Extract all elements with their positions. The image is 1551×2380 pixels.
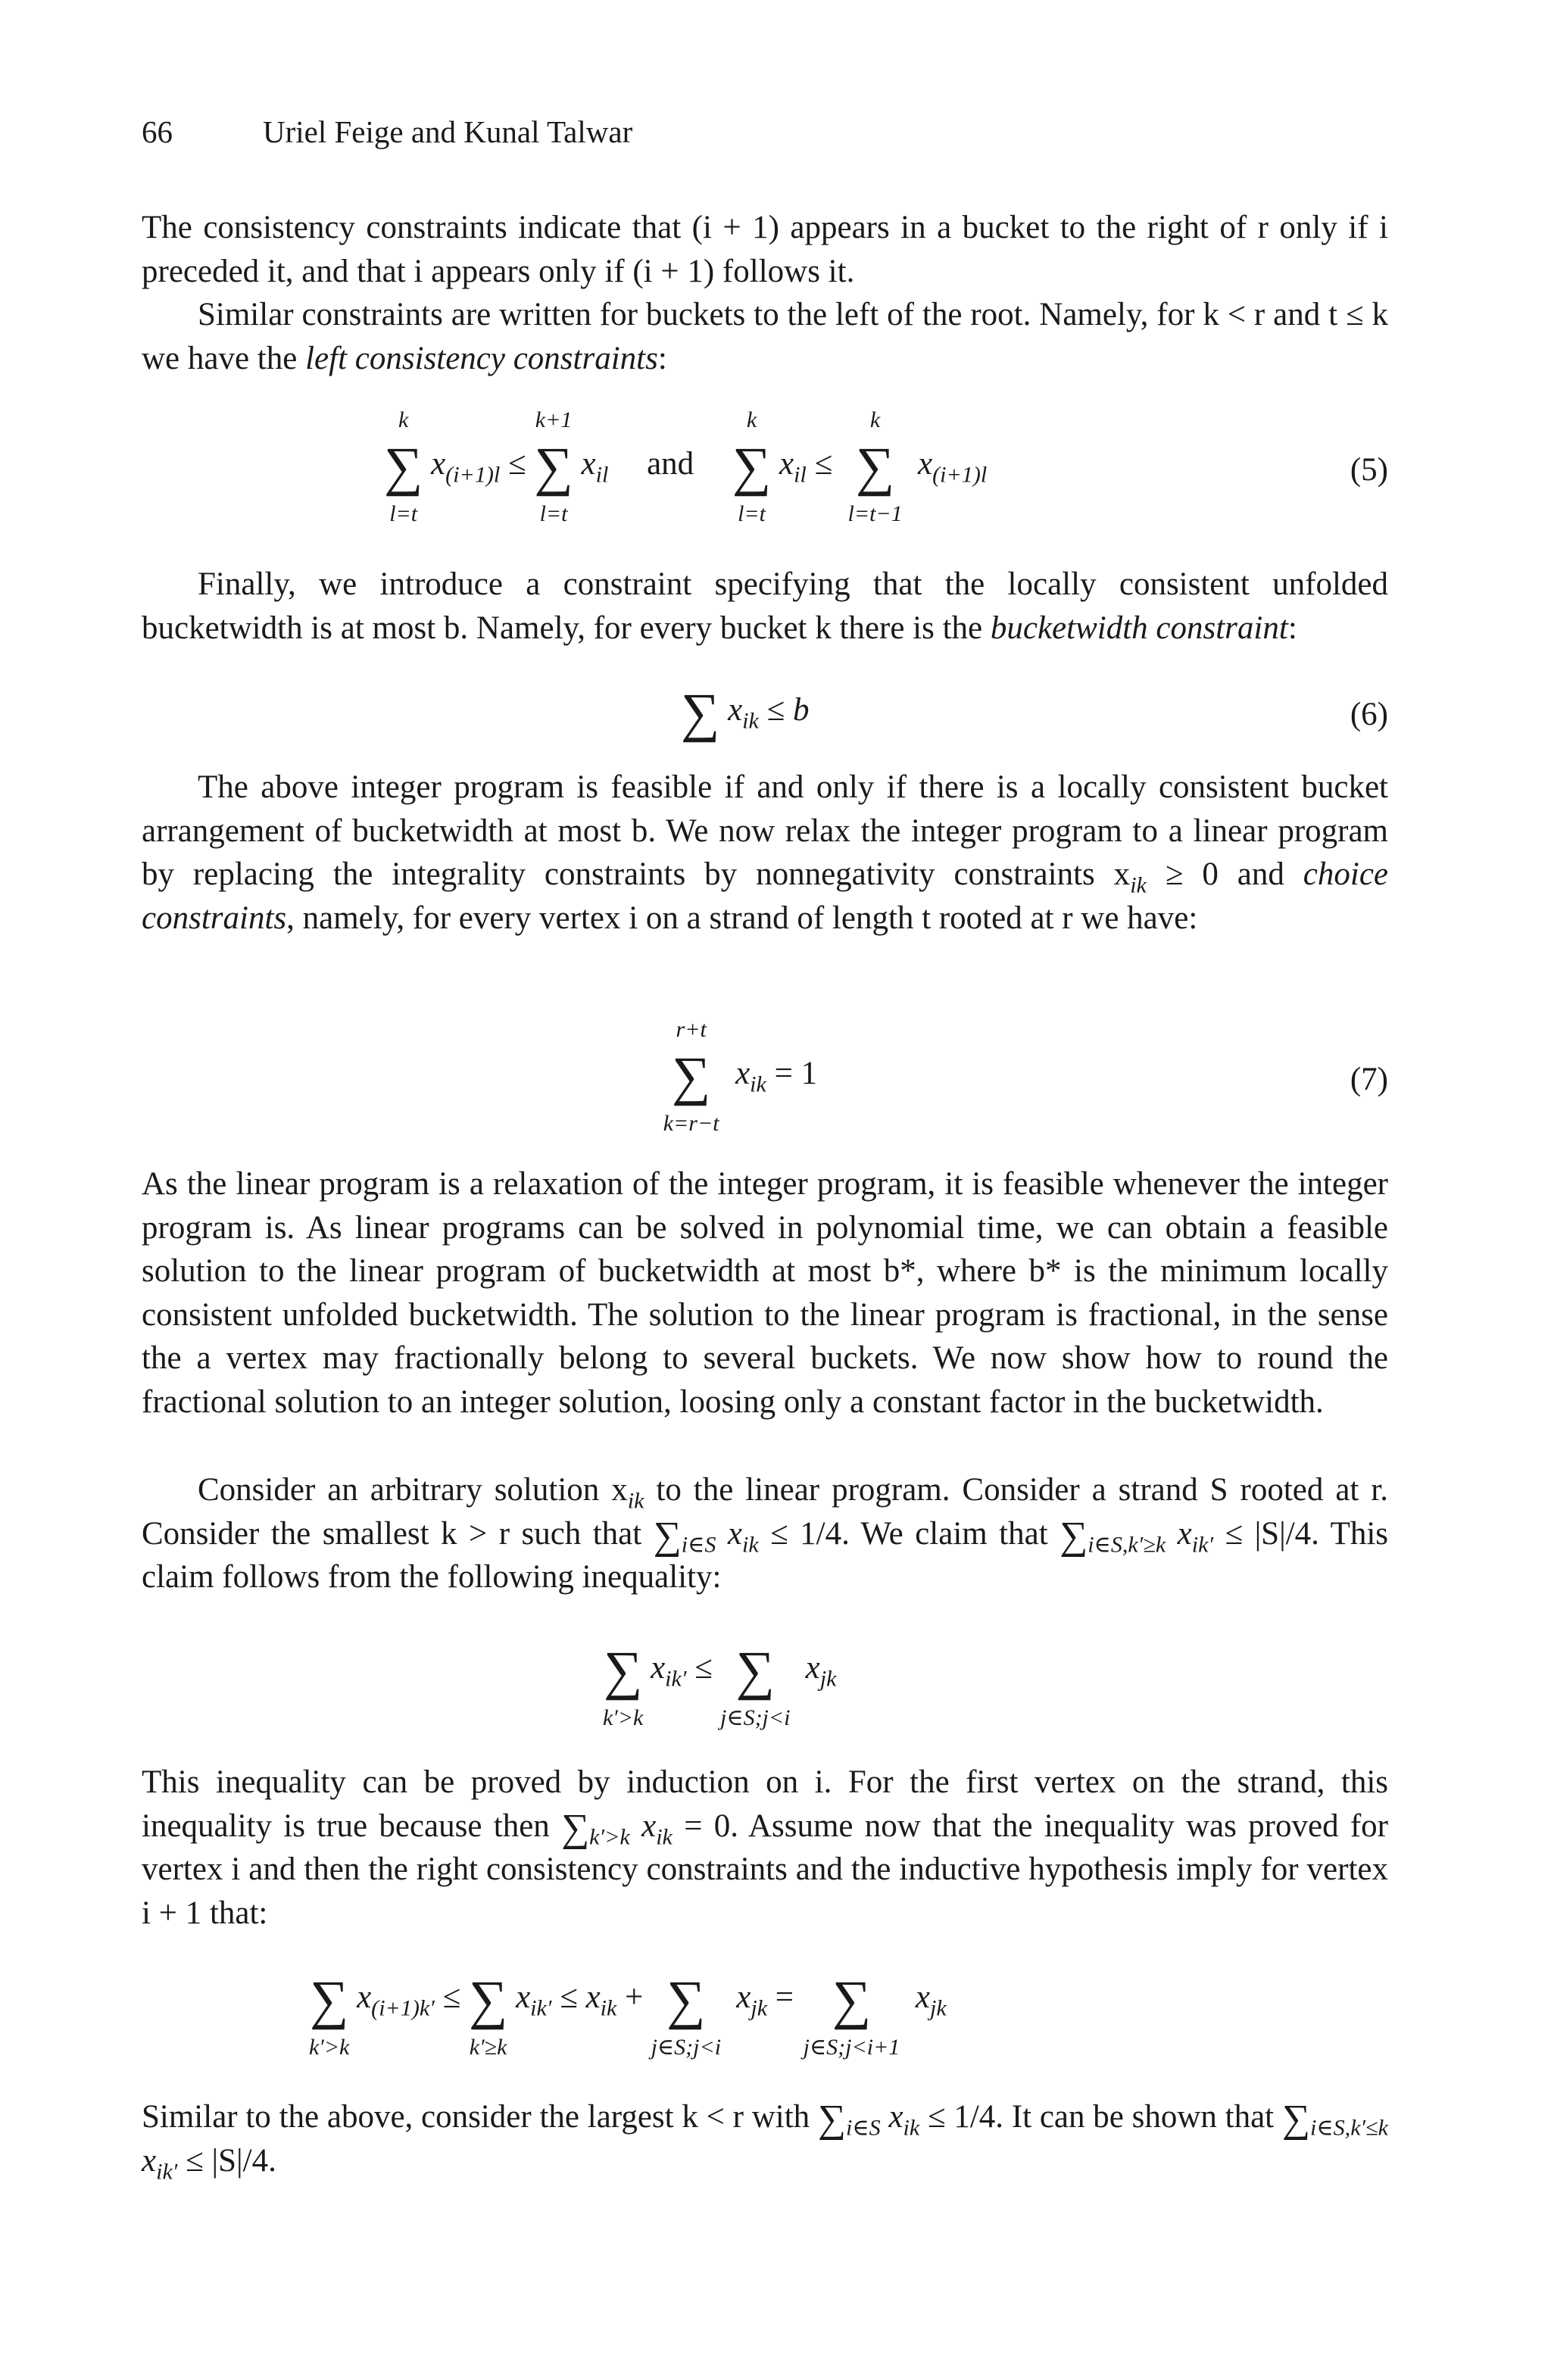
eq6-term: $x_{ik}$ <box>728 691 759 734</box>
sum-symbol: k ∑ l=t−1 <box>847 407 903 526</box>
ineq2-plus: + <box>625 1979 644 2015</box>
p2-emphasis: left consistency constraints <box>305 340 658 376</box>
ineq1-lhs-term: $x_{ik'}$ <box>651 1649 687 1692</box>
ineq2-eq: = <box>775 1979 794 2015</box>
eq6-bound: b <box>793 691 810 728</box>
p7-tail: = 0. Assume now that the inequality was proved for vertex i and then the right consistency constraints and the inductive hypothesis imply for vertex i + 1 that: <box>142 1808 1389 1931</box>
eq5-rhs2-term: $x_{(i+1)l}$ <box>918 445 988 488</box>
sum-symbol: ∑ j∈S;j<i <box>720 1640 791 1730</box>
sum-symbol: k+1 ∑ l=t <box>534 407 573 526</box>
sum-symbol: ∑ k′>k <box>308 1970 350 2060</box>
paragraph-left-constraints <box>142 293 1388 380</box>
sum-symbol: ∑ j∈S;j<i+1 <box>803 1970 900 2060</box>
paragraph-linear-program: As the linear program is a relaxation of the integer program, it is feasible whenever the integer program is. As linear programs can be solved in polynomial time, we can obtain a feasible solution to the linear program of bucketwidth at most b*, where b* is the minimum locally consistent unfolded bucketwidth. The solution to the linear program is fractional, in the sense the a vertex may fractionally belong to several buckets. We now show how to round the fractional solution to an integer solution, loosing only a constant factor in the bucketwidth. <box>142 1166 1388 1420</box>
equation-number: (5) <box>1350 452 1388 488</box>
p3-tail: : <box>1287 610 1297 646</box>
p4-text-2: ≥ 0 and <box>1146 856 1303 892</box>
sum-symbol: ∑ k′>k <box>602 1640 644 1730</box>
running-header <box>142 114 632 150</box>
sum-symbol: ∑ k′≥k <box>468 1970 508 2060</box>
ineq2-term-1: $x_{(i+1)k'}$ <box>357 1979 435 2021</box>
equation-number: (7) <box>1350 1062 1388 1097</box>
ineq2-term-2: $x_{ik'}$ <box>516 1979 552 2021</box>
p8-text-2: ≤ 1/4. It can be shown that <box>919 2099 1282 2135</box>
eq7-value: 1 <box>800 1055 818 1091</box>
eq5-lhs1-term: $x_{(i+1)l}$ <box>431 445 501 488</box>
paragraph-strand-claim: Consider an arbitrary solution $x_{ik}$ to the linear program. Consider a strand S rooted at r. Consider the smallest k > r such that $\sum_{i\in S}$ $x_{ik} \le 1/4$. We claim that $\sum_{i\in S,k'\ge k}$ $x_{ik'} \le |S|/4$. This claim follows from the following inequality: <box>142 1472 1389 1595</box>
p2-tail: : <box>657 340 667 376</box>
ineq1-rhs-term: $x_{jk}$ <box>805 1649 837 1692</box>
paragraph-bucketwidth <box>142 563 1388 650</box>
p6-text-2: to the linear program. Consider a strand S rooted at r. Consider the smallest k > r such that <box>142 1472 1389 1552</box>
sum-symbol: ∑ <box>681 682 720 743</box>
p4-emphasis: choice constraints <box>142 856 1388 936</box>
paragraph-left-strand: Similar to the above, consider the largest k < r with $\sum_{i\in S}$ $x_{ik} \le 1/4$. It can be shown that $\sum_{i\in S,k'\le k}$ $x_{ik'} \le |S|/4$. <box>142 2098 1389 2185</box>
eq5-rel-1: ≤ <box>508 445 526 482</box>
ineq1-rel: ≤ <box>694 1649 713 1686</box>
sum-symbol: k ∑ l=t <box>384 407 423 526</box>
p2-text: Similar constraints are written for buckets to the left of the root. Namely, for k < r and t ≤ k we have the <box>142 297 1388 376</box>
eq5-and: and <box>647 445 694 482</box>
p8-text: Similar to the above, consider the largest k < r with <box>142 2099 818 2135</box>
eq6-rel: ≤ <box>766 691 785 728</box>
sum-symbol: ∑ j∈S;j<i <box>651 1970 722 2060</box>
equation-number: (6) <box>1350 697 1388 732</box>
paragraph-consistency: The consistency constraints indicate that (i + 1) appears in a bucket to the right of r only if i preceded it, and that i appears only if (i + 1) follows it. <box>142 210 1388 289</box>
eq5-lhs2-term: $x_{il}$ <box>779 445 807 488</box>
ineq2-term-3: $x_{jk}$ <box>736 1979 768 2021</box>
inequality-inductive-step <box>142 1970 1388 2063</box>
equation-5 <box>142 407 1388 526</box>
p4-text: The above integer program is feasible if and only if there is a locally consistent bucket arrangement of bucketwidth at most b. We now relax the integer program to a linear program by replacing the integrality constraints by nonnegativity constraints x <box>142 769 1388 892</box>
header-authors: Uriel Feige and Kunal Talwar <box>263 114 633 149</box>
ineq2-mid-term: $x_{ik}$ <box>585 1979 617 2021</box>
sum-symbol: k ∑ l=t <box>732 407 772 526</box>
eq7-term: $x_{ik}$ <box>735 1055 766 1097</box>
eq5-rel-2: ≤ <box>814 445 833 482</box>
paragraph-induction: This inequality can be proved by induction on i. For the first vertex on the strand, this inequality is true because then $\sum_{k'>k}$ $x_{ik} = 0$. Assume now that the inequality was proved for vertex i and then the right consistency constraints and the inductive hypothesis imply for vertex i + 1 that: <box>142 1764 1389 1931</box>
eq7-rel: = <box>774 1055 793 1091</box>
sum-symbol: r+t ∑ k=r−t <box>663 1017 719 1136</box>
p3-emphasis: bucketwidth constraint <box>990 610 1288 646</box>
p4-tail: , namely, for every vertex i on a strand of length t rooted at r we have: <box>286 900 1198 936</box>
p6-tail: ≤ |S|/4. This claim follows from the following inequality: <box>142 1515 1389 1595</box>
p6-text-3: ≤ 1/4. We claim that <box>758 1515 1060 1552</box>
eq5-rhs1-term: $x_{il}$ <box>581 445 609 488</box>
equation-7 <box>142 1017 1388 1136</box>
p8-tail: ≤ |S|/4. <box>177 2142 276 2179</box>
ineq2-rel-1: ≤ <box>442 1979 461 2015</box>
equation-6 <box>142 682 1388 746</box>
ineq2-term-4: $x_{jk}$ <box>915 1979 947 2021</box>
paragraph-relaxation: The above integer program is feasible if and only if there is a locally consistent bucket arrangement of bucketwidth at most b. We now relax the integer program to a linear program by replacing the integrality constraints by nonnegativity constraints $x_{ik} \ge 0$ and choice constraints, namely, for every vertex i on a strand of length t rooted at r we have: <box>142 769 1388 936</box>
ineq2-rel-2: ≤ <box>560 1979 578 2015</box>
p3-text: Finally, we introduce a constraint specifying that the locally consistent unfolded bucketwidth is at most b. Namely, for every bucket k there is the <box>142 566 1388 646</box>
p6-text: Consider an arbitrary solution x <box>198 1472 628 1508</box>
page-number: 66 <box>142 114 173 149</box>
p7-text: This inequality can be proved by induction on i. For the first vertex on the strand, this inequality is true because then <box>142 1764 1388 1844</box>
inequality-induction <box>142 1640 1388 1730</box>
